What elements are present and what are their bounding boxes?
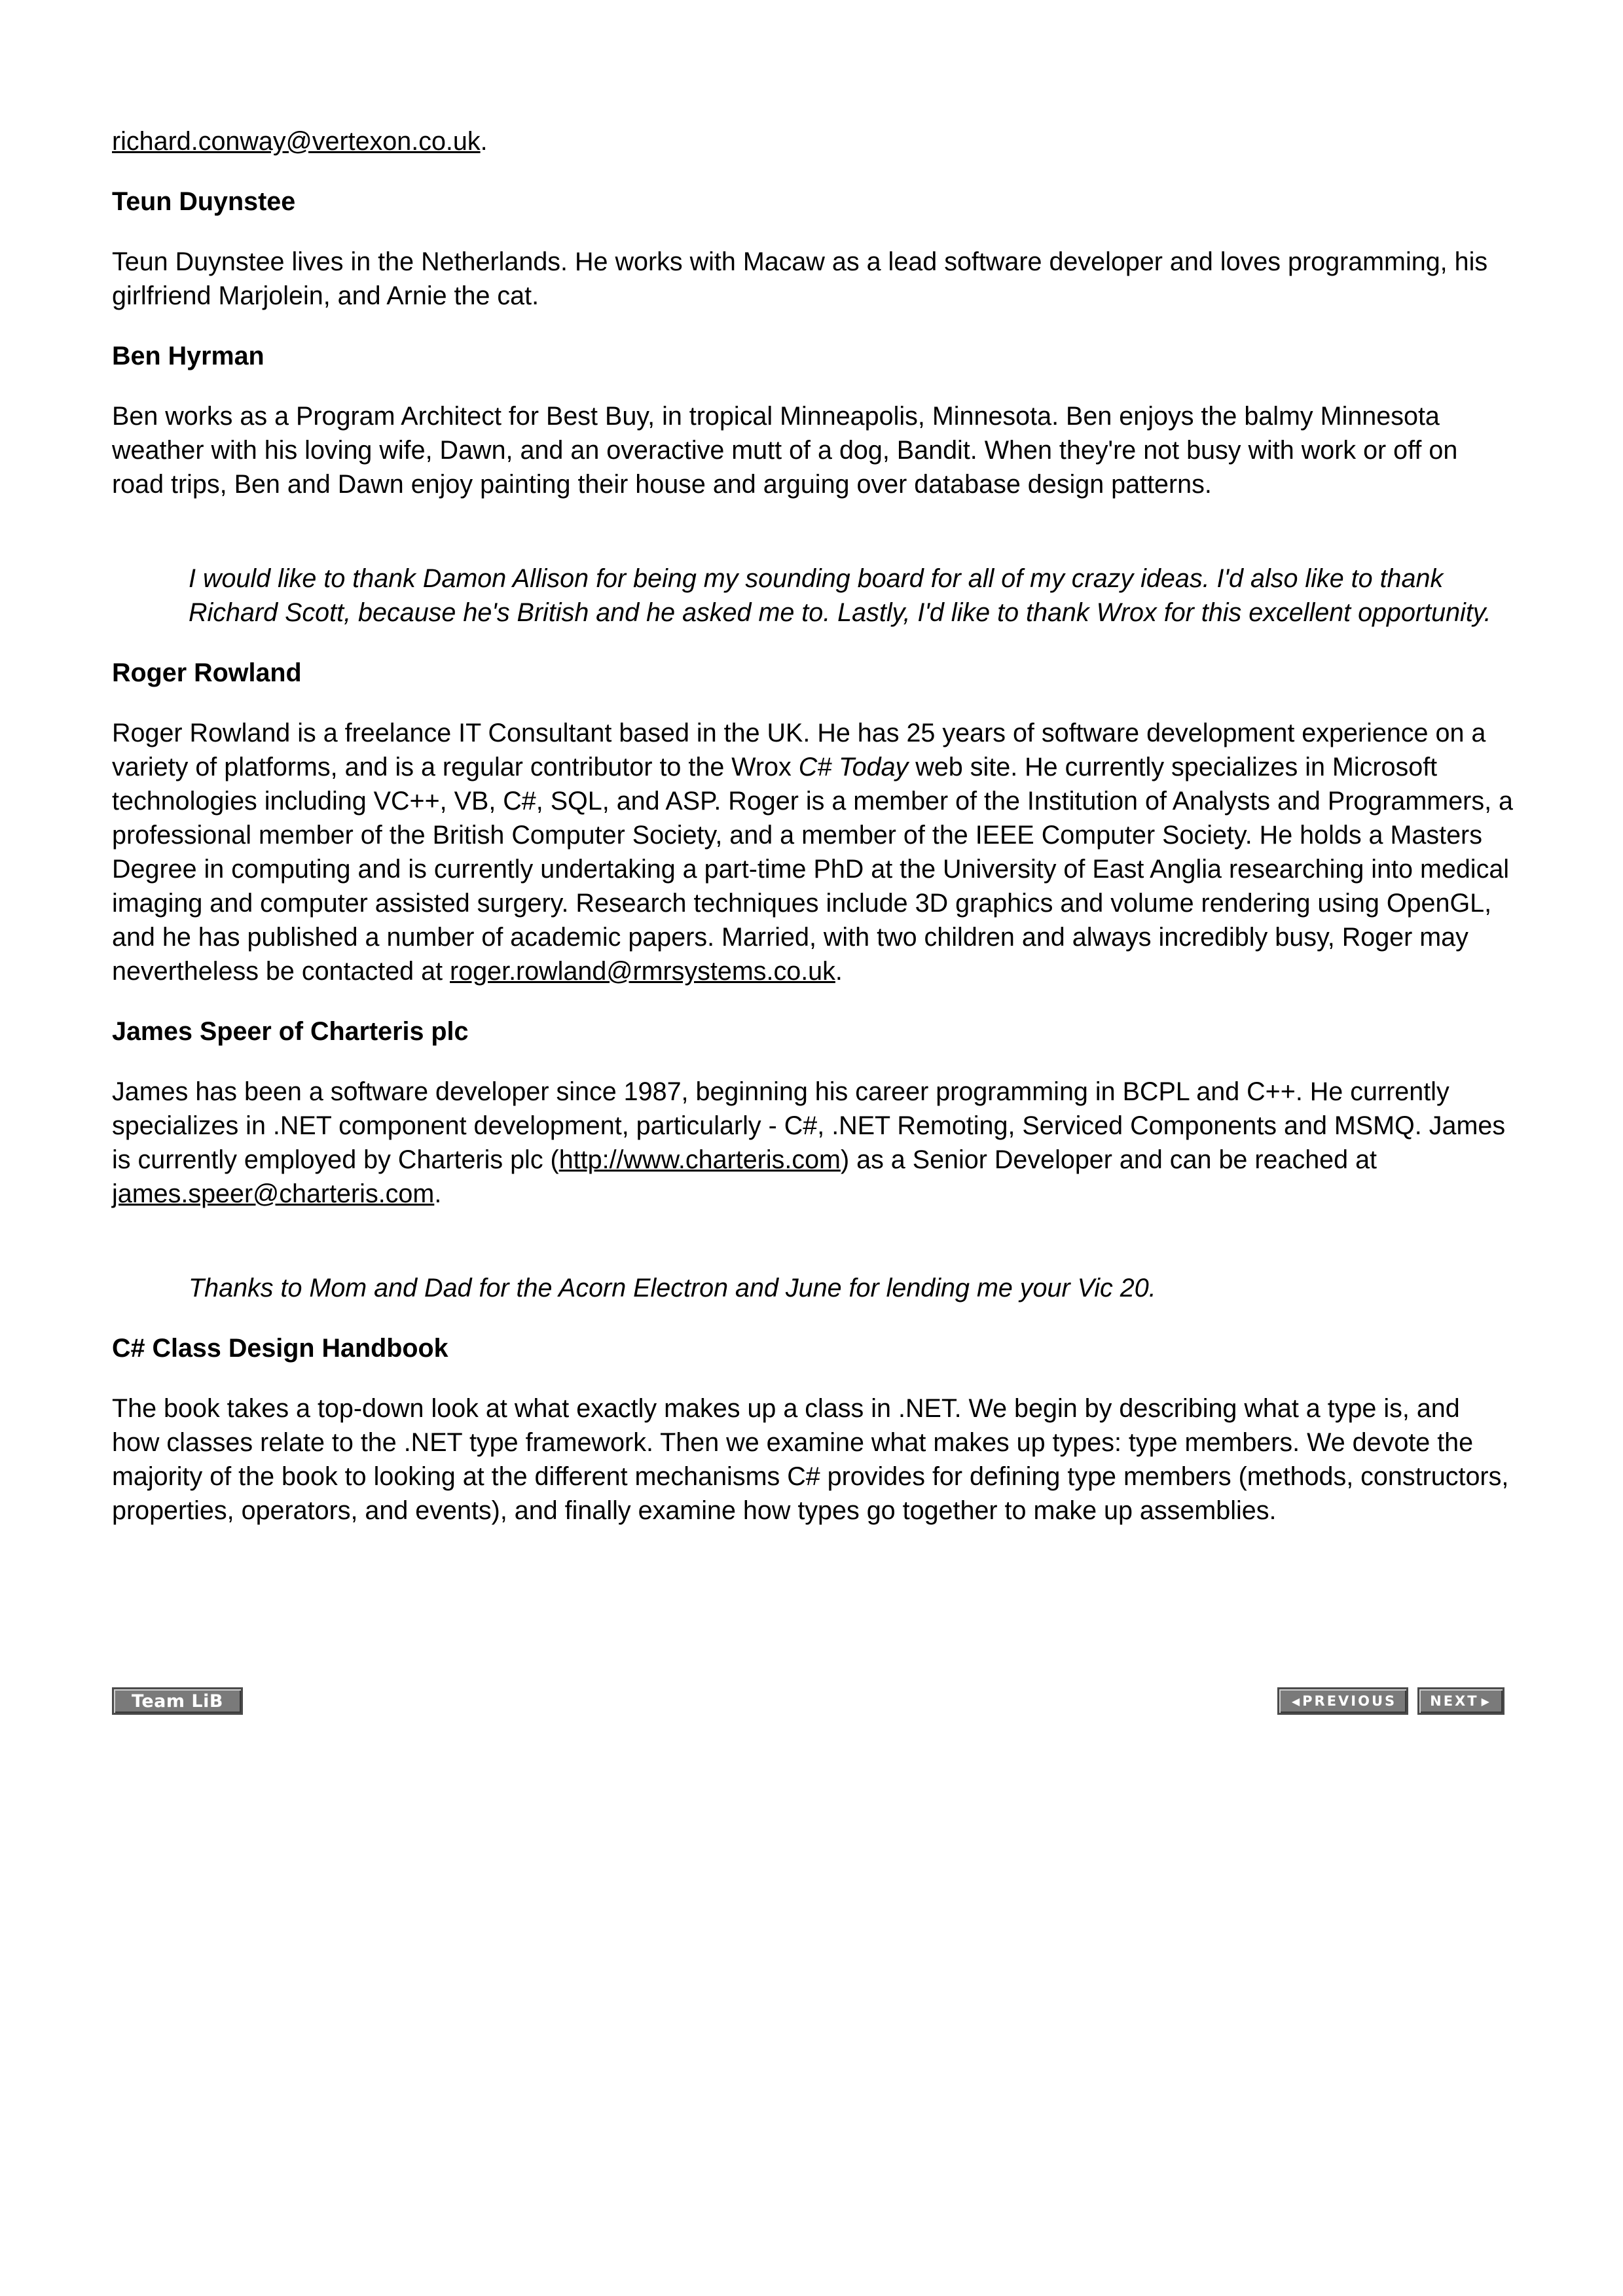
roger-heading: Roger Rowland — [112, 658, 302, 687]
roger-bio-end: . — [835, 957, 843, 986]
roger-bio — [112, 716, 1513, 988]
richard-email-link[interactable]: richard.conway@vertexon.co.uk — [112, 127, 481, 156]
teun-heading: Teun Duynstee — [112, 187, 296, 216]
ben-bio: Ben works as a Program Architect for Best Buy, in tropical Minneapolis, Minnesota. Ben enjoys the balmy Minnesota weather with his loving wife, Dawn, and an overactive mutt of a dog, Bandit. When they're not busy with work or off on road trips, Ben and Dawn enjoy painting their house and arguing over database design patterns. — [112, 402, 1458, 499]
james-email-link[interactable]: james.speer@charteris.com — [112, 1179, 435, 1208]
james-bio — [112, 1075, 1513, 1211]
top-email-line — [112, 124, 1513, 158]
team-lib-button[interactable] — [112, 1687, 243, 1715]
book-description: The book takes a top-down look at what exactly makes up a class in .NET. We begin by describing what a type is, and how classes relate to the .NET type framework. Then we examine what makes up types: type members. We devote the majority of the book to looking at the different mechanisms C# provides for defining type members (methods, constructors, properties, operators, and events), and finally examine how types go together to make up assemblies. — [112, 1394, 1509, 1525]
roger-email-link[interactable]: roger.rowland@rmrsystems.co.uk — [450, 957, 835, 986]
roger-bio-part1: Roger Rowland is a freelance IT Consultant based in the UK. He has 25 years of software development experience on a variety of platforms, and is a regular contributor to the Wrox — [112, 719, 1486, 781]
team-lib-label: Team LiB — [132, 1691, 223, 1712]
roger-bio-part2: web site. He currently specializes in Microsoft technologies including VC++, VB, C#, SQL, and ASP. Roger is a member of the Institution of Analysts and Programmers, a professional member of the British Computer Society, and a member of the IEEE Computer Society. He holds a Masters Degree in computing and is currently undertaking a part-time PhD at the University of East Anglia researching into medical imaging and computer assisted surgery. Research techniques include 3D graphics and volume rendering using OpenGL, and he has published a number of academic papers. Married, with two children and always incredibly busy, Roger may nevertheless be contacted at — [112, 753, 1514, 986]
james-bio-end: . — [434, 1179, 442, 1208]
teun-bio: Teun Duynstee lives in the Netherlands. He works with Macaw as a lead software developer and loves programming, his girlfriend Marjolein, and Arnie the cat. — [112, 247, 1488, 310]
book-heading: C# Class Design Handbook — [112, 1334, 448, 1363]
page-navigation — [1277, 1687, 1504, 1715]
james-bio-part1: James has been a software developer since 1987, beginning his career programming in BCPL and C++. He currently specializes in .NET component development, particularly - C#, .NET Remoting, Serviced Components and MSMQ. James is currently employed by Charteris plc ( — [112, 1077, 1506, 1174]
previous-label: PREVIOUS — [1302, 1693, 1397, 1709]
james-bio-part2: ) as a Senior Developer and can be reached at — [840, 1145, 1377, 1174]
charteris-url-link[interactable]: http://www.charteris.com — [558, 1145, 841, 1174]
roger-bio-italic: C# Today — [798, 753, 909, 781]
james-heading: James Speer of Charteris plc — [112, 1017, 469, 1046]
top-email-trail: . — [480, 127, 488, 156]
ben-heading: Ben Hyrman — [112, 342, 264, 370]
ben-quote: I would like to thank Damon Allison for being my sounding board for all of my crazy ideas. I'd also like to thank Richard Scott, because he's British and he asked me to. Lastly, I'd like to thank Wrox for this excellent opportunity. — [189, 564, 1491, 627]
next-label: NEXT — [1430, 1693, 1479, 1709]
next-button[interactable] — [1417, 1687, 1504, 1715]
right-arrow-icon: ▶ — [1481, 1695, 1489, 1708]
document-page — [112, 124, 1513, 1528]
left-arrow-icon: ◀ — [1291, 1695, 1300, 1708]
team-lib-nav — [112, 1687, 243, 1715]
previous-button[interactable] — [1277, 1687, 1408, 1715]
james-quote: Thanks to Mom and Dad for the Acorn Electron and June for lending me your Vic 20. — [189, 1274, 1156, 1302]
